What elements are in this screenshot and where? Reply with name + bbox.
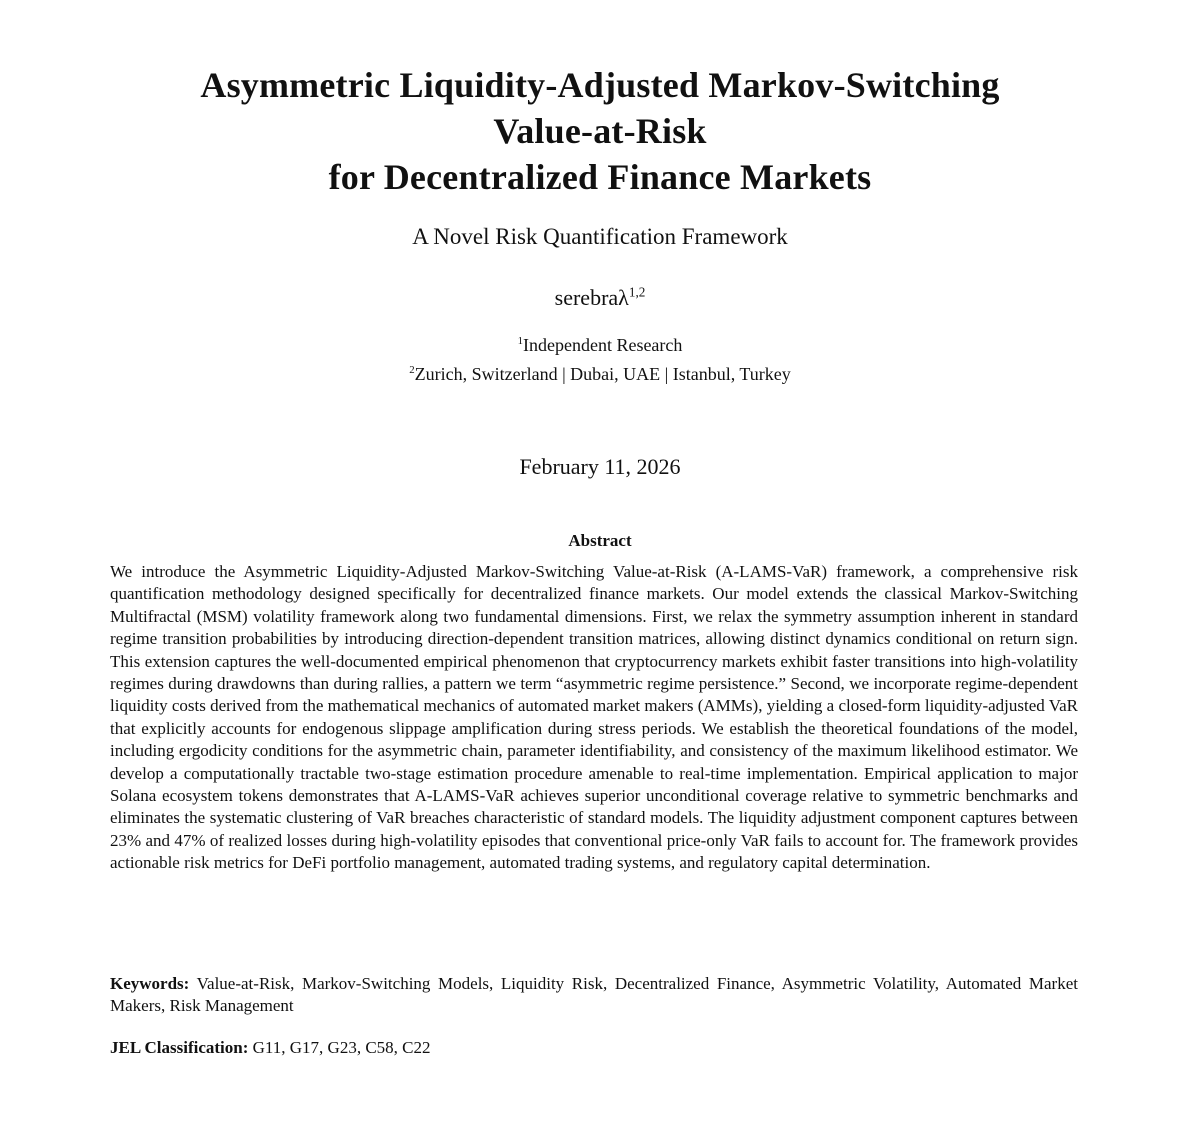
affiliation-marker: 1 bbox=[517, 335, 523, 347]
title-line: Value-at-Risk bbox=[493, 111, 707, 151]
abstract-text: We introduce the Asymmetric Liquidity-Adjusted Markov-Switching Value-at-Risk (A-LAMS-VaR) framework, a comprehensive risk quantification methodology designed specifically for decentralized finance markets. Our model extends the classical Markov-Switching Multifractal (MSM) volatility framework along two fundamental dimensions. First, we relax the symmetry assumption inherent in standard regime transition probabilities by introducing direction-dependent transition matrices, allowing distinct dynamics conditional on return sign. This extension captures the well-documented empirical phenomenon that cryptocurrency markets exhibit faster transitions into high-volatility regimes during drawdowns than during rallies, a pattern we term “asymmetric regime persistence.” Second, we incorporate regime-dependent liquidity costs derived from the mathematical mechanics of automated market makers (AMMs), yielding a closed-form liquidity-adjusted VaR that explicitly accounts for endogenous slippage amplification during stress periods. We establish the theoretical foundations of the model, including ergodicity conditions for the asymmetric chain, parameter identifiability, and consistency of the maximum likelihood estimator. We develop a computationally tractable two-stage estimation procedure amenable to real-time implementation. Empirical application to major Solana ecosystem tokens demonstrates that A-LAMS-VaR achieves superior unconditional coverage relative to symmetric benchmarks and eliminates the systematic clustering of VaR breaches characteristic of standard models. The liquidity adjustment component captures between 23% and 47% of realized losses during high-volatility episodes that conventional price-only VaR fails to account for. The framework provides actionable risk metrics for DeFi portfolio management, automated trading systems, and regulatory capital determination. bbox=[110, 562, 1078, 873]
title-line: Asymmetric Liquidity-Adjusted Markov-Switching bbox=[200, 65, 1000, 105]
affiliation-text: Zurich, Switzerland | Dubai, UAE | Istanbul, Turkey bbox=[414, 364, 791, 384]
jel-label: JEL Classification: bbox=[110, 1038, 249, 1057]
keywords-label: Keywords: bbox=[110, 974, 190, 993]
title-line: for Decentralized Finance Markets bbox=[328, 157, 872, 197]
affiliation-text: Independent Research bbox=[522, 335, 683, 355]
keywords bbox=[110, 973, 1078, 1018]
author-name: serebraλ bbox=[554, 285, 629, 310]
abstract-heading: Abstract bbox=[568, 531, 632, 550]
jel-codes: G11, G17, G23, C58, C22 bbox=[252, 1038, 431, 1057]
keywords-text: Value-at-Risk, Markov-Switching Models, Liquidity Risk, Decentralized Finance, Asymmetric Volatility, Automated Market Makers, Risk Management bbox=[110, 974, 1078, 1016]
author-affiliation-markers: 1,2 bbox=[628, 284, 646, 300]
author bbox=[0, 283, 1200, 313]
affiliation-marker: 2 bbox=[409, 364, 415, 376]
paper-title bbox=[0, 62, 1200, 200]
affiliation-2 bbox=[0, 362, 1200, 386]
jel-classification bbox=[110, 1037, 1078, 1059]
paper-date: February 11, 2026 bbox=[519, 454, 681, 479]
paper-subtitle: A Novel Risk Quantification Framework bbox=[412, 224, 788, 249]
affiliation-1 bbox=[0, 333, 1200, 357]
